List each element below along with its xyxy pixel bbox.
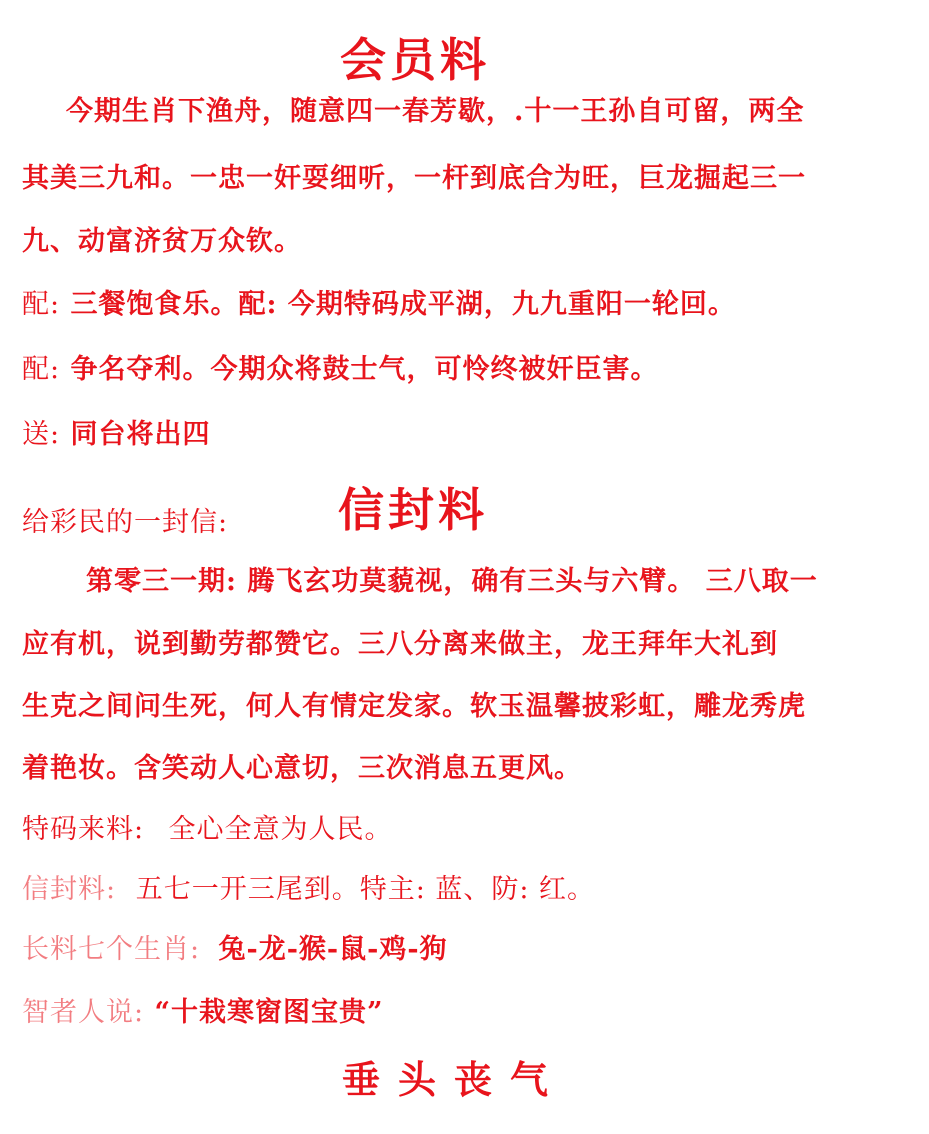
special-text: 全心全意为人民。: [168, 814, 393, 845]
letter-line-1: 第零三一期: 腾飞玄功莫藐视，确有三头与六臂。 三八取一: [86, 566, 818, 597]
saying-label: 智者人说:: [22, 997, 145, 1028]
zodiac-text: 兔-龙-猴-鼠-鸡-狗: [218, 934, 448, 965]
member-pair-2: [22, 353, 659, 387]
saying-text: “十栽寒窗图宝贵”: [154, 997, 384, 1028]
member-pair-3: [22, 418, 211, 452]
envelope-text: 五七一开三尾到。特主: 蓝、防: 红。: [135, 874, 596, 905]
pair-text: 争名夺利。今期众将鼓士气，可怜终被奸臣害。: [70, 354, 659, 385]
pair-text: 三餐饱食乐。配: 今期特码成平湖，九九重阳一轮回。: [70, 289, 736, 320]
member-poem-line-2: 其美三九和。一忠一奸耍细听，一杆到底合为旺，巨龙掘起三一: [22, 163, 806, 194]
member-poem-line-3: 九、动富济贫万众钦。: [22, 226, 302, 257]
pair-label: 配:: [22, 289, 61, 320]
member-poem-line-1: 今期生肖下渔舟，随意四一春芳歇，.十一王孙自可留，两全: [66, 96, 805, 127]
pair-label: 配:: [22, 354, 61, 385]
member-section-title: 会员料: [340, 33, 490, 87]
zodiac-line: [22, 933, 448, 967]
special-label: 特码来料:: [22, 814, 145, 845]
envelope-label: 信封料:: [22, 874, 117, 905]
letter-line-4: 着艳妆。含笑动人心意切，三次消息五更风。: [22, 753, 582, 784]
envelope-intro: 给彩民的一封信:: [22, 507, 229, 538]
envelope-section-title: 信封料: [338, 483, 488, 537]
zodiac-label: 长料七个生肖:: [22, 934, 201, 965]
letter-line-2: 应有机，说到勤劳都赞它。三八分离来做主，龙王拜年大礼到: [22, 629, 778, 660]
pair-label: 送:: [22, 419, 61, 450]
saying-line: [22, 996, 384, 1030]
footer-title: 垂头丧气: [342, 1057, 567, 1102]
special-line: [22, 813, 393, 847]
member-pair-1: [22, 288, 736, 322]
letter-line-3: 生克之间问生死，何人有情定发家。软玉温馨披彩虹，雕龙秀虎: [22, 691, 806, 722]
pair-text: 同台将出四: [70, 419, 211, 450]
envelope-line: [22, 873, 595, 907]
